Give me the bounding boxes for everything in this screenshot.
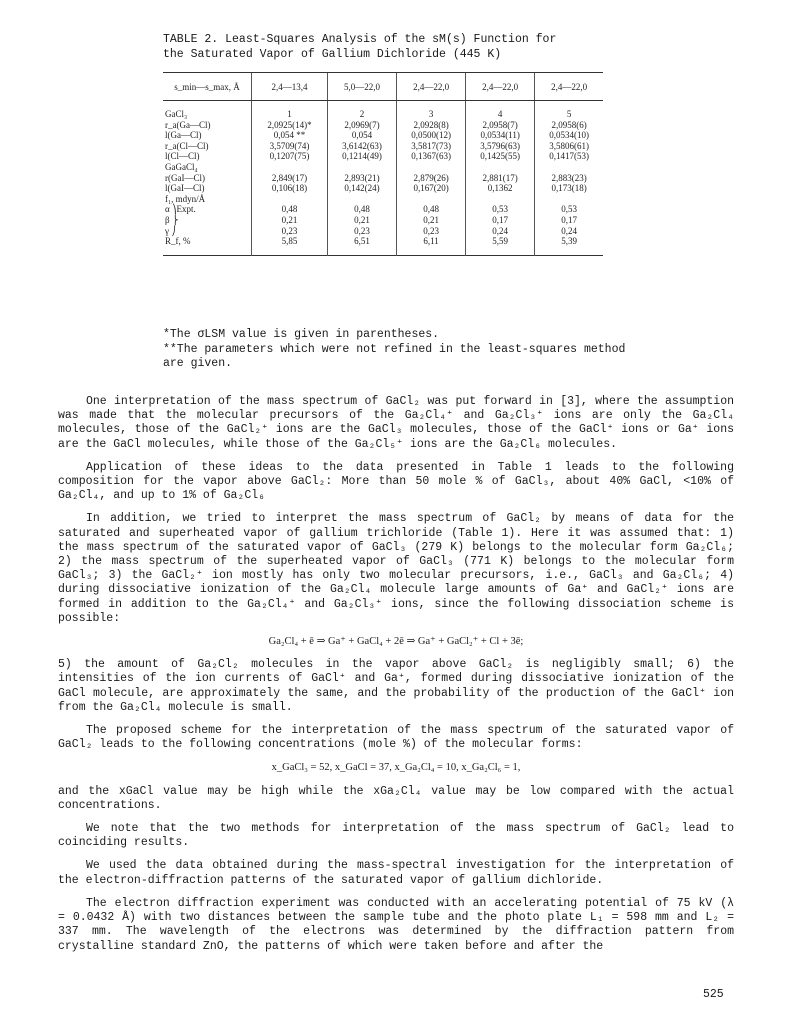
table-cell: 2,0969(7) xyxy=(344,119,380,130)
table-cell: 2,0928(8) xyxy=(413,119,449,130)
table-cell: 3,5817(73) xyxy=(411,140,451,151)
label-line: α ⎞Expt. xyxy=(165,204,196,215)
table-cell: 6,51 xyxy=(354,236,370,247)
label-line: GaCl₃ xyxy=(165,109,188,119)
table-cell xyxy=(254,194,325,205)
table-cell: 3,5709(74) xyxy=(269,140,310,151)
paragraph: We note that the two methods for interpretation of the mass spectrum of GaCl₂ lead to coinciding results. xyxy=(58,822,734,850)
table-cell: 0,054 xyxy=(351,130,373,141)
table-cell: 2,0925(14)* xyxy=(267,119,312,130)
table-cell xyxy=(537,162,601,173)
table-cell: 2,0958(6) xyxy=(551,119,587,130)
table-cell: 5,59 xyxy=(492,236,509,247)
article-body xyxy=(58,395,734,963)
footnote-sigma: *The σLSM value is given in parentheses. xyxy=(163,328,440,341)
table-cell: 0,48 xyxy=(354,204,370,215)
table-cell: 0,0500(12) xyxy=(411,130,451,141)
table-cell: 5,85 xyxy=(281,236,298,247)
label-line: γ ⎠ xyxy=(165,225,176,236)
table-footnotes xyxy=(163,328,643,372)
table-cell: 2,893(21) xyxy=(344,172,380,183)
data-column-3 xyxy=(397,101,466,256)
table-cell: 5,39 xyxy=(561,236,577,247)
table-cell: 3 xyxy=(428,109,434,119)
table-cell: 0,21 xyxy=(423,214,439,225)
label-line: GaGaCl₄ xyxy=(165,161,198,172)
table-cell: 0,53 xyxy=(492,204,509,215)
label-line: β ⎬ xyxy=(165,214,179,225)
label-line: r(GaI—Cl) xyxy=(165,172,205,183)
table-cell: 3,5796(63) xyxy=(480,140,521,151)
paragraph: and the xGaCl value may be high while the xGa₂Cl₄ value may be low compared with the actual concentrations. xyxy=(58,784,734,812)
label-line: l(Ga—Cl) xyxy=(165,130,202,141)
table-cell: 0,0534(10) xyxy=(549,130,589,141)
table-cell: 0,21 xyxy=(354,214,370,225)
table-cell: 0,53 xyxy=(561,204,577,215)
label-line: r_a(Ga—Cl) xyxy=(165,119,211,130)
table-cell: 0,1362 xyxy=(487,183,513,194)
header-cell-2: 5,0—22,0 xyxy=(328,73,397,101)
table-cell: 0,23 xyxy=(281,225,298,236)
table-cell: 0,173(18) xyxy=(551,183,587,194)
table-cell: 0,48 xyxy=(281,204,298,215)
table-cell: 3,5806(61) xyxy=(549,140,589,151)
table-cell: 1 xyxy=(287,109,292,119)
table-cell: 5 xyxy=(566,109,572,119)
table-cell: 2,883(23) xyxy=(551,172,587,183)
label-line: l(Cl—Cl) xyxy=(165,151,200,162)
table-cell: 0,106(18) xyxy=(271,183,308,194)
label-line: R_f, % xyxy=(165,236,191,247)
paragraph: Application of these ideas to the data presented in Table 1 leads to the following composition for the vapor above GaCl₂: More than 50 mole % of GaCl₃, about 40% GaCl, <10% of Ga₂Cl₄, and up to 1% of Ga₂Cl₆ xyxy=(58,460,734,503)
data-column-2 xyxy=(328,101,397,256)
table-cell xyxy=(468,162,532,173)
table-body-row xyxy=(163,101,603,256)
table-cell: 0,21 xyxy=(281,214,298,225)
table-header-row xyxy=(163,73,603,101)
table-cell: 0,167(20) xyxy=(413,183,449,194)
paragraph: One interpretation of the mass spectrum of GaCl₂ was put forward in [3], where the assumption was made that the molecular precursors of the Ga₂Cl₄⁺ and Ga₂Cl₃⁺ ions are only the Ga₂Cl₄ molecules, those of the GaCl₂⁺ ions are the GaCl₃ molecules, those of the GaCl⁺ ions or Ga⁺ ions are the GaCl molecules, while those of the Ga₂Cl₅⁺ ions are the Ga₂Cl₆ molecules. xyxy=(58,395,734,451)
table-cell: 0,142(24) xyxy=(344,183,380,194)
label-line: f₁, mdyn/Å xyxy=(165,193,206,204)
header-cell-4: 2,4—22,0 xyxy=(466,73,535,101)
paragraph: The electron diffraction experiment was conducted with an accelerating potential of 75 kV (λ = 0.0432 Å) with two distances between the sample tube and the photo plate L₁ = 598 mm and L₂ = 337 mm. The wavelength of the electrons was determined by the diffraction pattern from crystalline standard ZnO, the patterns of which were taken before and after the xyxy=(58,896,734,953)
label-line: r_a(Cl—Cl) xyxy=(165,140,209,151)
data-column-1 xyxy=(252,101,328,256)
table-cell: 0,48 xyxy=(423,204,439,215)
table-cell: 0,1207(75) xyxy=(269,151,310,162)
table-cell xyxy=(254,162,325,173)
table-cell: 6,11 xyxy=(423,236,439,247)
table-cell xyxy=(399,162,463,173)
table-cell: 2,849(17) xyxy=(271,172,308,183)
table-cell: 4 xyxy=(497,109,503,119)
table-cell: 0,0534(11) xyxy=(480,130,520,141)
label-line: l(GaI—Cl) xyxy=(165,183,205,194)
table-cell: 0,054 ** xyxy=(273,130,306,141)
table-cell: 0,23 xyxy=(354,225,370,236)
table-cell: 2,879(26) xyxy=(413,172,449,183)
table-cell: 3,6142(63) xyxy=(342,140,382,151)
table-cell: 0,17 xyxy=(561,214,577,225)
header-cell-5: 2,4—22,0 xyxy=(535,73,603,101)
table-cell xyxy=(399,194,463,205)
table-cell xyxy=(330,194,394,205)
table-cell: 0,24 xyxy=(492,225,509,236)
table-cell: 2 xyxy=(359,109,365,119)
header-cell-1: 2,4—13,4 xyxy=(252,73,328,101)
data-column-4 xyxy=(466,101,535,256)
header-cell-3: 2,4—22,0 xyxy=(397,73,466,101)
table-cell: 0,23 xyxy=(423,225,439,236)
page-number: 525 xyxy=(703,988,724,1001)
header-cell-range: s_min—s_max, Å xyxy=(163,73,252,101)
dissociation-equation: Ga₂Cl₄ + ē ⇒ Ga⁺ + GaCl₄ + 2ē ⇒ Ga⁺ + GaCl₂⁺ + Cl + 3ē; xyxy=(268,636,524,648)
paragraph: In addition, we tried to interpret the mass spectrum of GaCl₂ by means of data for the saturated and superheated vapor of gallium trichloride (Table 1). Here it was assumed that: 1) the mass spectrum of the saturated vapor of GaCl₃ (279 K) belongs to the molecular form Ga₂Cl₆; 2) the mass spectrum of the superheated vapor of GaCl₃ (771 K) belongs to the molecular form GaCl₃; 3) the GaCl₂⁺ ion mostly has only two molecular precursors, i.e., GaCl₃ and Ga₂Cl₆; 4) during dissociative ionization of the Ga₂Cl₄ molecule large amounts of Ga⁺ and GaCl₂⁺ ions are formed in addition to the Ga₂Cl₄⁺ and Ga₂Cl₃⁺ ions, since the following dissociation scheme is possible: xyxy=(58,512,734,625)
table-cell: 0,1417(53) xyxy=(549,151,589,162)
table-cell: 2,881(17) xyxy=(482,172,518,183)
parameter-labels xyxy=(163,101,252,256)
table-caption: TABLE 2. Least-Squares Analysis of the sM(s) Function for the Saturated Vapor of Gallium Dichloride (445 K) xyxy=(163,33,557,61)
concentration-equation: x_GaCl₃ = 52, x_GaCl = 37, x_Ga₂Cl₄ = 10, x_Ga₂Cl₆ = 1, xyxy=(271,762,521,774)
table-cell xyxy=(330,162,394,173)
data-column-5 xyxy=(535,101,603,256)
paragraph: 5) the amount of Ga₂Cl₂ molecules in the vapor above GaCl₂ is negligibly small; 6) the intensities of the ion currents of GaCl⁺ and Ga⁺, formed during dissociative ionization of the GaCl molecule, are approximately the same, and the probability of the production of the GaCl⁺ ion from the Ga₂Cl₄ molecule is small. xyxy=(58,658,734,714)
least-squares-table xyxy=(163,72,603,256)
paragraph: The proposed scheme for the interpretation of the mass spectrum of the saturated vapor of GaCl₂ leads to the following concentrations (mole %) of the molecular forms: xyxy=(58,724,734,752)
footnote-not-refined: **The parameters which were not refined in the least-squares method are given. xyxy=(163,343,626,370)
table-cell: 0,24 xyxy=(561,225,577,236)
table-cell: 0,1214(49) xyxy=(342,151,382,162)
table-cell: 0,1367(63) xyxy=(411,151,451,162)
table-cell: 0,17 xyxy=(492,214,509,225)
table-cell xyxy=(468,194,532,205)
table-cell: 2,0958(7) xyxy=(482,119,518,130)
table-cell: 0,1425(55) xyxy=(480,151,521,162)
paragraph: We used the data obtained during the mass-spectral investigation for the interpretation of the electron-diffraction patterns of the saturated vapor of gallium dichloride. xyxy=(58,859,734,887)
table-cell xyxy=(537,194,601,205)
